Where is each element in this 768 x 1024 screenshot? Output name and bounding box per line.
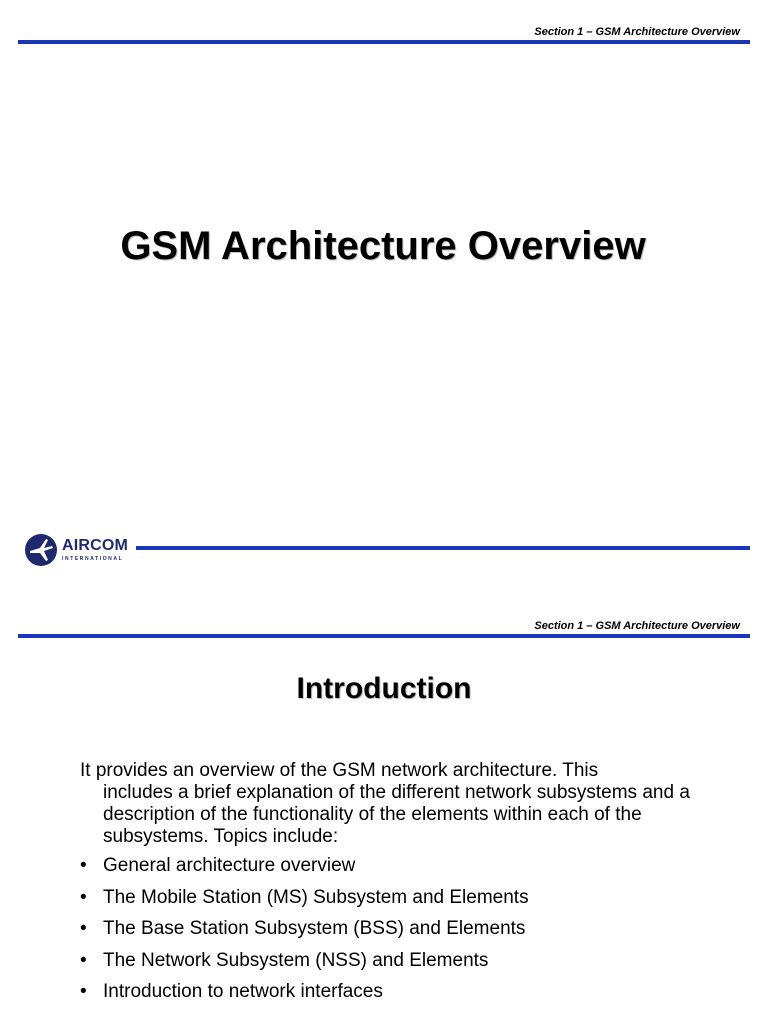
list-item: • Introduction to network interfaces bbox=[80, 981, 383, 1002]
logo-tagline: INTERNATIONAL bbox=[62, 556, 124, 562]
intro-paragraph bbox=[80, 760, 720, 848]
bullet-icon: • bbox=[80, 981, 87, 1002]
list-item: • The Network Subsystem (NSS) and Elements bbox=[80, 949, 489, 971]
aircom-logo bbox=[24, 533, 134, 569]
list-item: • The Base Station Subsystem (BSS) and Elements bbox=[80, 918, 526, 939]
bullet-icon: • bbox=[80, 886, 87, 908]
section-header: Section 1 – GSM Architecture Overview bbox=[534, 26, 740, 38]
intro-first-line: It provides an overview of the GSM network architecture. This bbox=[80, 760, 599, 781]
logo-wordmark: AIRCOM bbox=[62, 537, 129, 554]
footer-rule bbox=[136, 546, 750, 550]
slide-title: Introduction bbox=[296, 672, 472, 705]
list-item: • General architecture overview bbox=[80, 855, 356, 876]
header-rule bbox=[18, 40, 750, 44]
aircom-logo-icon bbox=[24, 533, 58, 567]
bullet-icon: • bbox=[80, 918, 87, 939]
slide-title: GSM Architecture Overview bbox=[120, 224, 646, 268]
section-header: Section 1 – GSM Architecture Overview bbox=[534, 620, 740, 632]
topics-list bbox=[80, 855, 720, 1013]
bullet-icon: • bbox=[80, 855, 87, 876]
bullet-icon: • bbox=[80, 949, 87, 971]
header-rule bbox=[18, 634, 750, 638]
list-item: • The Mobile Station (MS) Subsystem and Elements bbox=[80, 886, 529, 908]
intro-continuation: includes a brief explanation of the different network subsystems and a description of the functionality of the elements within each of the subsystems. Topics include: bbox=[103, 782, 690, 847]
